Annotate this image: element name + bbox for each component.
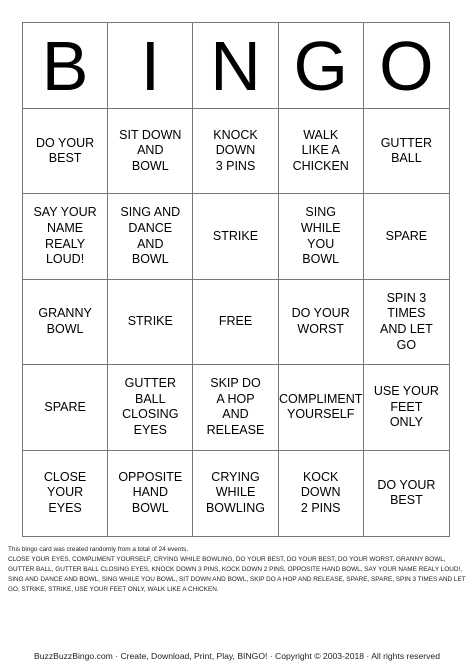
bingo-cell[interactable]: CLOSE YOUR EYES — [23, 451, 108, 536]
bingo-cell[interactable]: USE YOUR FEET ONLY — [364, 365, 449, 450]
bingo-cell[interactable]: DO YOUR BEST — [377, 477, 436, 508]
bingo-cell[interactable]: DO YOUR BEST — [23, 109, 108, 194]
bingo-cell[interactable]: DO YOUR WORST — [279, 280, 364, 365]
bingo-cell[interactable]: KOCK DOWN 2 PINS — [279, 451, 364, 536]
event-list-note — [8, 545, 468, 595]
bingo-cell[interactable]: GUTTER BALL CLOSING EYES — [108, 365, 193, 450]
note-intro: This bingo card was created randomly from a total of 24 events. — [8, 546, 189, 553]
bingo-cell[interactable]: GRANNY BOWL — [23, 280, 108, 365]
bingo-card — [22, 22, 450, 537]
bingo-cell[interactable]: SING WHILE YOU BOWL — [279, 194, 364, 279]
header-letter-i: I — [108, 23, 193, 109]
bingo-cell[interactable]: COMPLIMENT YOURSELF — [279, 365, 364, 450]
bingo-cell[interactable]: STRIKE — [108, 280, 193, 365]
header-letter-b: B — [23, 23, 108, 109]
bingo-cell[interactable]: SPIN 3 TIMES AND LET GO — [364, 280, 449, 365]
bingo-cell[interactable]: OPPOSITE HAND BOWL — [108, 451, 193, 536]
bingo-cell[interactable]: SING AND DANCE AND BOWL — [108, 194, 193, 279]
note-events: CLOSE YOUR EYES, COMPLIMENT YOURSELF, CRYING WHILE BOWLING, DO YOUR BEST, DO YOUR BEST, DO YOUR WORST, GRANNY BOWL, GUTTER BALL, GUTTER BALL CLOSING EYES, KNOCK DOWN 3 PINS, KOCK DOWN 2 PINS, OPPOSITE HAND BOWL, SAY YOUR NAME REALY LOUD!, SING AND DANCE AND BOWL, SING WHILE YOU BOWL, SIT DOWN AND BOWL, SKIP DO A HOP AND RELEASE, SPARE, SPARE, SPIN 3 TIMES AND LET GO, STRIKE, STRIKE, USE YOUR FEET ONLY, WALK LIKE A CHICKEN. — [8, 555, 466, 593]
bingo-cell[interactable]: SPARE — [23, 365, 108, 450]
free-space-cell[interactable]: FREE — [193, 280, 278, 365]
bingo-cell[interactable]: CRYING WHILE BOWLING — [193, 451, 278, 536]
bingo-cell[interactable]: KNOCK DOWN 3 PINS — [193, 109, 278, 194]
header-letter-o: O — [364, 23, 449, 109]
bingo-cell[interactable]: SKIP DO A HOP AND RELEASE — [193, 365, 278, 450]
bingo-cell[interactable]: SIT DOWN AND BOWL — [108, 109, 193, 194]
copyright-footer: BuzzBuzzBingo.com · Create, Download, Print, Play, BINGO! · Copyright © 2003-2018 · All rights reserved — [34, 651, 440, 661]
header-letter-n: N — [193, 23, 278, 109]
bingo-cell[interactable]: STRIKE — [193, 194, 278, 279]
bingo-cell[interactable]: WALK LIKE A CHICKEN — [279, 109, 364, 194]
header-letter-g: G — [279, 23, 364, 109]
bingo-cell[interactable]: SAY YOUR NAME REALY LOUD! — [23, 194, 108, 279]
bingo-cell[interactable]: GUTTER BALL — [364, 109, 449, 194]
bingo-cell[interactable]: SPARE — [364, 194, 449, 279]
